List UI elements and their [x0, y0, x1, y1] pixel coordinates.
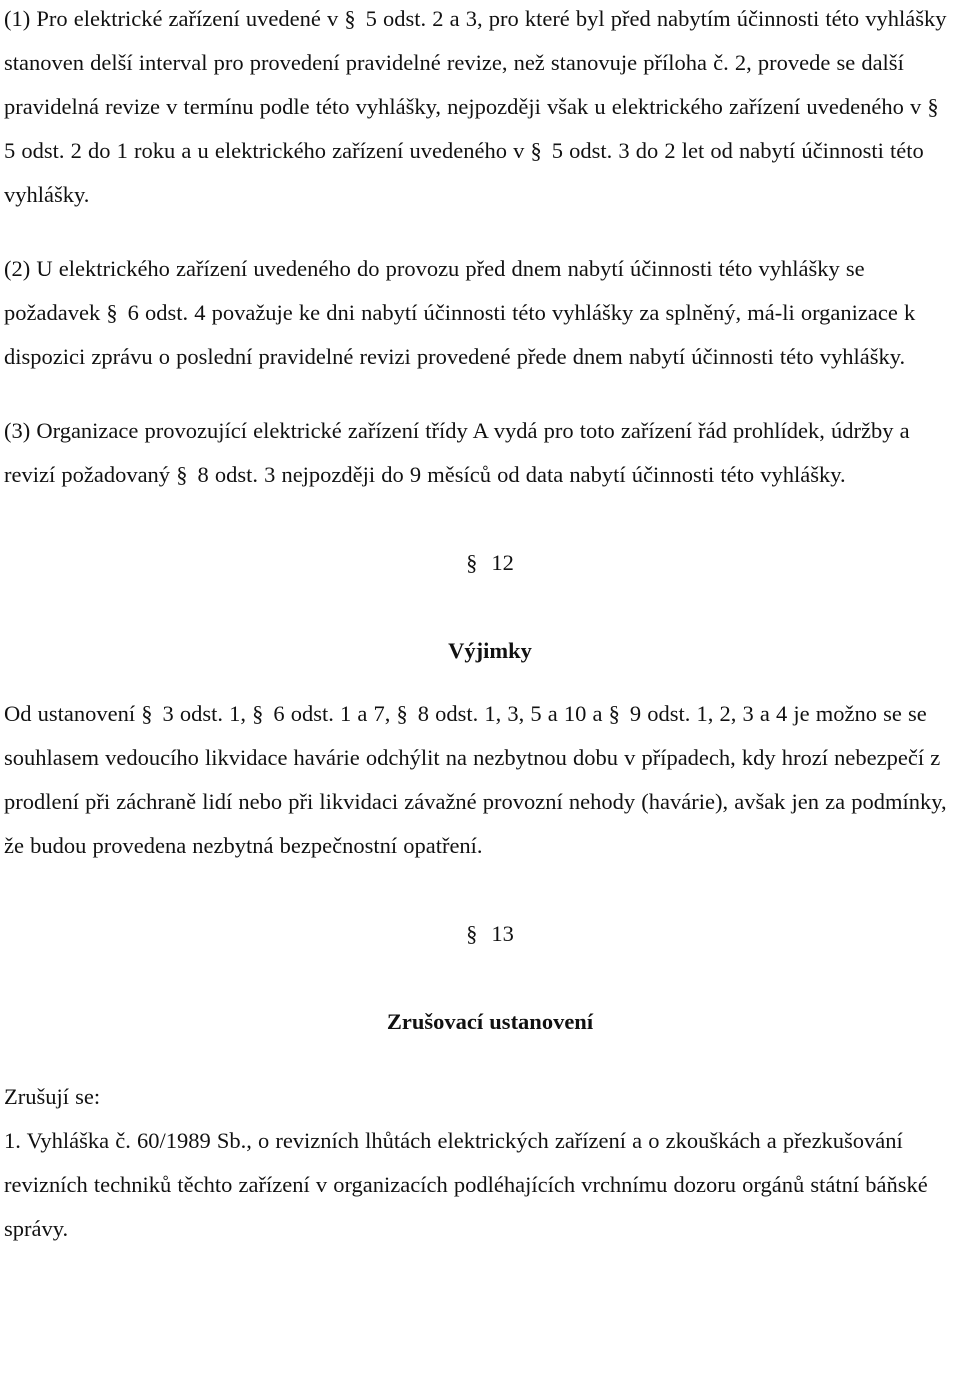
text-run: 5 odst. 2 a 3, pro které byl před nabytím účinnosti této vyhlášky stanoven delší interval pro provedení pravidelné revize, než stanovuje příloha č. 2, provede se další pravidelná revize v termínu podle této vyhlášky, nejpozději však u elektrického zařízení uvedeného v — [4, 6, 947, 119]
paragraph-3 — [4, 409, 958, 497]
section-symbol: § — [344, 6, 356, 31]
section-symbol: § — [927, 94, 939, 119]
text-run: 5 odst. 3 do 2 let od nabytí účinnosti této vyhlášky. — [4, 138, 924, 207]
section-symbol: § — [176, 462, 188, 487]
text-run: (2) U elektrického zařízení uvedeného do provozu před dnem nabytí účinnosti této vyhlášky se požadavek — [4, 256, 865, 325]
text-run: 8 odst. 1, 3, 5 a 10 a — [417, 701, 609, 726]
document-page — [4, 0, 958, 1251]
paragraph-1 — [4, 0, 958, 217]
spacer — [4, 217, 958, 247]
section-symbol: § — [106, 300, 118, 325]
spacer — [4, 1044, 958, 1075]
section-symbol: § — [530, 138, 542, 163]
section-symbol: § — [466, 921, 478, 946]
text-run: 5 odst. 2 do 1 roku a u elektrického zařízení uvedeného v — [4, 138, 531, 163]
text-run: 6 odst. 4 považuje ke dni nabytí účinnosti této vyhlášky za splněný, má-li organizace k dispozici zprávu o poslední pravidelné revizi provedené přede dnem nabytí účinnosti této vyhlášky. — [4, 300, 916, 369]
section-13-heading — [4, 912, 958, 956]
section-13-intro: Zrušují se: — [4, 1084, 101, 1109]
spacer — [4, 673, 958, 692]
text-run: 8 odst. 3 nejpozději do 9 měsíců od data nabytí účinnosti této vyhlášky. — [197, 462, 846, 487]
section-symbol: § — [608, 701, 620, 726]
text-run: Od ustanovení — [4, 701, 142, 726]
spacer — [4, 379, 958, 409]
section-number: 12 — [491, 550, 514, 575]
section-12-title: Výjimky — [448, 638, 532, 663]
text-run: 9 odst. 1, 2, 3 a 4 je možno se se souhlasem vedoucího likvidace havárie odchýlit na nezbytnou dobu v případech, kdy hrozí nebezpečí z prodlení při záchraně lidí nebo při likvidaci závažné provozní nehody (havárie), avšak jen za podmínky, že budou provedena nezbytná bezpečnostní opatření. — [4, 701, 947, 858]
section-13-title: Zrušovací ustanovení — [386, 1009, 594, 1034]
text-run: (1) Pro elektrické zařízení uvedené v — [4, 6, 345, 31]
section-symbol: § — [252, 701, 264, 726]
section-number: 13 — [491, 921, 514, 946]
section-12-heading — [4, 541, 958, 585]
section-symbol: § — [466, 550, 478, 575]
section-symbol: § — [141, 701, 153, 726]
text-run: 3 odst. 1, — [162, 701, 253, 726]
text-run: 6 odst. 1 a 7, — [273, 701, 397, 726]
spacer — [4, 497, 958, 541]
spacer — [4, 868, 958, 912]
paragraph-2 — [4, 247, 958, 379]
text-run: (3) Organizace provozující elektrické zařízení třídy A vydá pro toto zařízení řád prohlídek, údržby a revizí požadovaný — [4, 418, 910, 487]
section-13-item-1: 1. Vyhláška č. 60/1989 Sb., o revizních lhůtách elektrických zařízení a o zkouškách a přezkušování revizních techniků těchto zařízení v organizacích podléhajících vrchnímu dozoru orgánů státní báňské správy. — [4, 1128, 928, 1241]
section-symbol: § — [396, 701, 408, 726]
section-12-paragraph — [4, 692, 958, 868]
